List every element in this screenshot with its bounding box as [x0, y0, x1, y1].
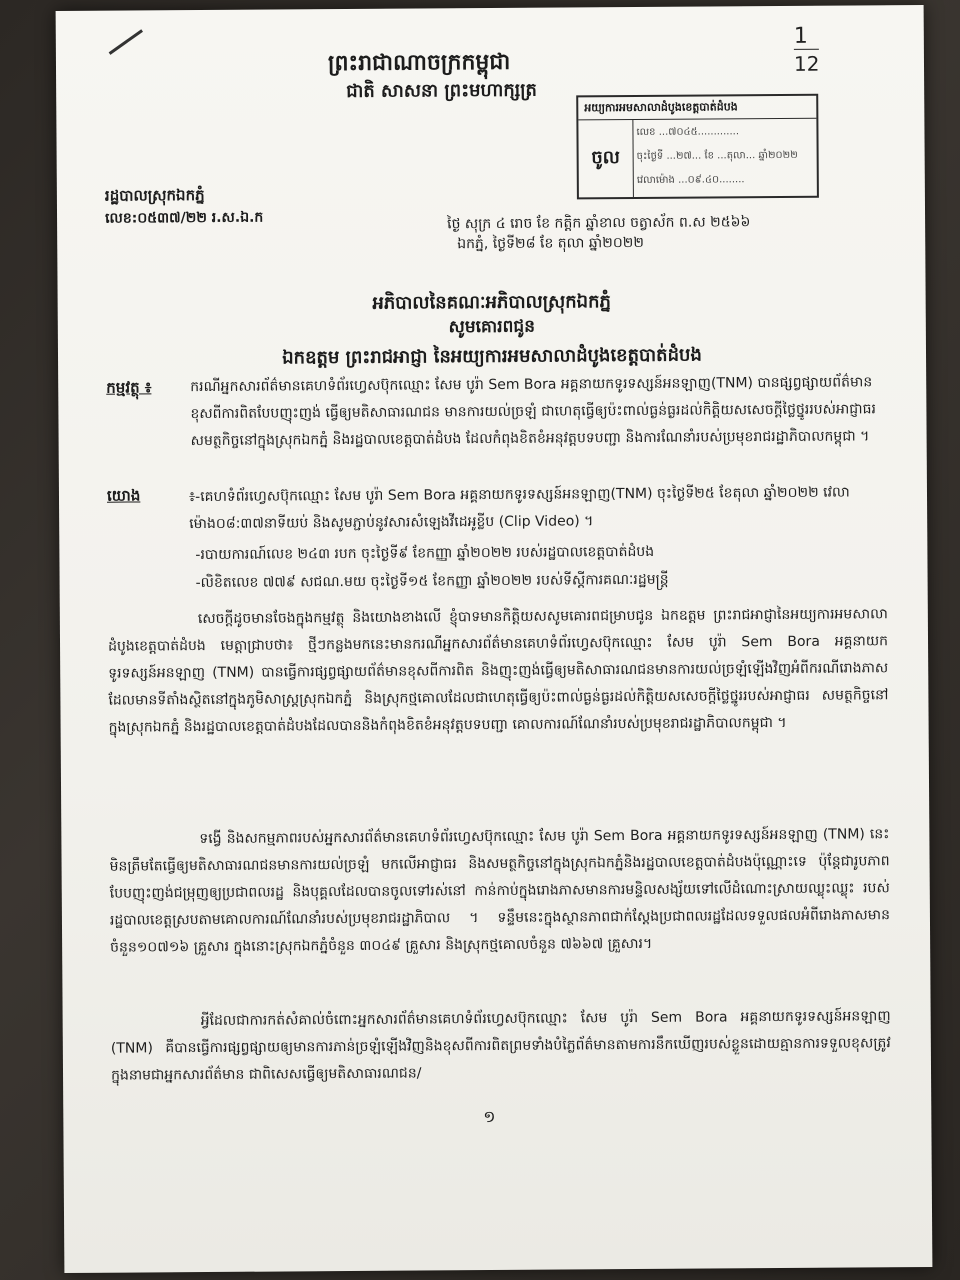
- document-page: [56, 5, 933, 1273]
- body-paragraph: អ្វីដែលជាការកត់សំគាល់ចំពោះអ្នកសារព័ត៌មានគេហទំព័រហ្វេសប៊ុកឈ្មោះ សែម បូរ៉ា Sem Bora អគ្គនាយកទូរទស្សន៍អនឡាញ (TNM) គឺបានធ្វើការផ្សព្វផ្សាយឲ្យមានការភាន់ច្រឡំឡើងវិញនិងខុសពីការពិតព្រមទាំងបំភ្លៃព័ត៌មានតាមការនឹកឃើញរបស់ខ្លួនដោយគ្មានការទទួលខុសត្រូវក្នុងនាមជាអ្នកសារព័ត៌មាន ជាពិសេសធ្វើឲ្យមតិសាធារណជន/: [110, 1008, 891, 1084]
- stamp-number: លេខ ...៧០៤៥.............: [636, 126, 740, 138]
- reference-item: -លិខិតលេខ ៧៧៩ សជណ.មយ ចុះថ្ងៃទី១៥ ខែកញ្ញា ឆ្នាំ២០២២ របស់ទីស្តីការគណៈរដ្ឋមន្ត្រី: [195, 571, 669, 592]
- sender-admin: រដ្ឋបាលស្រុកឯកភ្នំ: [104, 186, 205, 205]
- national-motto: ជាតិ សាសនា ព្រះមហាក្សត្រ: [346, 79, 538, 103]
- pen-mark: [109, 29, 143, 55]
- from-title: អភិបាលនៃគណៈអភិបាលស្រុកឯកភ្នំ: [372, 291, 611, 314]
- stamp-title: អយ្យការអមសាលាដំបូងខេត្តបាត់ដំបង: [578, 96, 816, 121]
- body-paragraph: សេចក្តីដូចមានចែងក្នុងកម្មវត្ថុ និងយោងខាងលើ ខ្ញុំបាទមានកិត្តិយសសូមគោរពជម្រាបជូន ឯកឧត្តម ព្រះរាជអាជ្ញានៃអយ្យការអមសាលាដំបូងខេត្តបាត់ដំបង មេត្តាជ្រាបថា៖ ថ្មីៗកន្លងមកនេះមានករណីអ្នកសារព័ត៌មានគេហទំព័រហ្វេសប៊ុកឈ្មោះ សែម បូរ៉ា Sem Bora អគ្គនាយកទូរទស្សន៍អនឡាញ (TNM) បានធ្វើការផ្សព្វផ្សាយព័ត៌មានខុសពីការពិត និងញុះញង់ធ្វើឲ្យមតិសាធារណជនមានការយល់ច្រឡំឡើងវិញអំពីករណីរោងភាសដែលមានទីតាំងស្ថិតនៅក្នុងភូមិសាស្ត្រស្រុកឯកភ្នំ និងស្រុកថ្មគោលដែលជាហេតុធ្វើឲ្យប៉ះពាល់ធ្ងន់ធ្ងរដល់កិត្តិយសសេចក្តីថ្លៃថ្នូររបស់អាជ្ញាធរ សមត្ថកិច្ចនៅក្នុងស្រុកឯកភ្នំ និងរដ្ឋបាលខេត្តបាត់ដំបងដែលបាននិងកំពុងខិតខំអនុវត្តបទបញ្ជា គោលការណ៍ណែនាំរបស់ប្រមុខរាជរដ្ឋាភិបាលកម្ពុជា ។: [107, 606, 889, 736]
- page-fraction: [794, 24, 820, 76]
- kingdom-heading: ព្រះរាជាណាចក្រកម្ពុជា: [327, 48, 511, 77]
- body-paragraph: ទង្វើ និងសកម្មភាពរបស់អ្នកសារព័ត៌មានគេហទំព័រហ្វេសប៊ុកឈ្មោះ សែម បូរ៉ា Sem Bora អគ្គនាយកទូរទស្សន៍អនឡាញ (TNM) នេះមិនត្រឹមតែធ្វើឲ្យមតិសាធារណជនមានការយល់ច្រឡំ មកលើអាជ្ញាធរ និងសមត្ថកិច្ចនៅក្នុងស្រុកឯកភ្នំនិងរដ្ឋបាលខេត្តបាត់ដំបងប៉ុណ្ណោះទេ ប៉ុន្តែជារូបភាពបែបញុះញង់ជម្រុញឲ្យប្រជាពលរដ្ឋ និងបុគ្គលដែលបានចូលទៅរស់នៅ កាន់កាប់ក្នុងរោងភាសមានការមន្ទិលសង្ស័យទៅលើដំណោះស្រាយឈ្លុះឈ្លុះ របស់រដ្ឋបាលខេត្តស្របតាមគោលការណ៍ណែនាំរបស់ប្រមុខរាជរដ្ឋាភិបាល ។ ទន្ទឹមនេះក្នុងស្ថានភាពជាក់ស្តែងប្រជាពលរដ្ឋដែលទទួលផលអំពីរោងភាសមានចំនួន១០៧១៦ គ្រួសារ ក្នុងនោះស្រុកឯកភ្នំចំនួន ៣០៤៩ គ្រួសារ និងស្រុកថ្មគោលចំនួន ៧៦៦៧ គ្រួសារ។: [109, 826, 890, 956]
- reference-item: ៖-គេហទំព័រហ្វេសប៊ុកឈ្មោះ សែម បូរ៉ា Sem Bora អគ្គនាយកទូរទស្សន៍អនឡាញ(TNM) ចុះថ្ងៃទី២៥ ខែតុលា ឆ្នាំ២០២២ វេលាម៉ោង០៨:៣៧នាទីយប់ និងសូមភ្ជាប់នូវសារសំឡេងវីដេអូខ្លីប (Clip Video) ។: [188, 484, 850, 533]
- respect-line: សូមគោរពជូន: [448, 316, 536, 338]
- stamp-big-label: ចូល: [578, 119, 634, 197]
- recipient-line: ឯកឧត្តម ព្រះរាជអាជ្ញា នៃអយ្យការអមសាលាដំបូងខេត្តបាត់ដំបង: [282, 344, 702, 369]
- reference-label: យោង: [106, 486, 141, 505]
- page-fraction-numerator: 1: [793, 23, 808, 49]
- received-stamp: [576, 94, 819, 200]
- stamp-date: ចុះថ្ងៃទី ...២៧... ខែ ...តុលា... ឆ្នាំ២០២២: [636, 149, 798, 162]
- reference-number: លេខ:០៥៣៧/២២ រ.ស.ឯ.ក: [105, 209, 264, 227]
- solar-date: ឯកភ្នំ, ថ្ងៃទី២៨ ខែ តុលា ឆ្នាំ២០២២: [457, 234, 644, 253]
- reference-item: -របាយការណ៍លេខ ២៤៣ របក ចុះថ្ងៃទី៩ ខែកញ្ញា ឆ្នាំ២០២២ របស់រដ្ឋបាលខេត្តបាត់ដំបង: [195, 543, 655, 564]
- stamp-time: វេលាម៉ោង ...០៩.៤០........: [636, 174, 745, 186]
- page-number: ១: [483, 1107, 496, 1127]
- lunar-date: ថ្ងៃ សុក្រ ៤ រោច ខែ កត្តិក ឆ្នាំខាល ចត្វាស័ក ព.ស ២៥៦៦: [447, 214, 751, 233]
- subject-label: កម្មវត្ថុ ៖: [106, 378, 152, 397]
- page-fraction-denominator: 12: [794, 49, 820, 76]
- subject-text: ករណីអ្នកសារព័ត៌មានគេហទំព័រហ្វេសប៊ុកឈ្មោះ សែម បូរ៉ា Sem Bora អគ្គនាយកទូរទស្សន៍អនឡាញ(TNM) បានផ្សព្វផ្សាយព័ត៌មានខុសពីការពិតបែបញុះញង់ ធ្វើឲ្យមតិសាធារណជន មានការយល់ច្រឡំ ជាហេតុធ្វើឲ្យប៉ះពាល់ធ្ងន់ធ្ងរដល់កិត្តិយសសេចក្តីថ្លៃថ្នូររបស់អាជ្ញាធរ សមត្ថកិច្ចនៅក្នុងស្រុកឯកភ្នំ និងរដ្ឋបាលខេត្តបាត់ដំបង ដែលកំពុងខិតខំអនុវត្តបទបញ្ជា និងការណែនាំរបស់ប្រមុខរាជរដ្ឋាភិបាលកម្ពុជា ។: [190, 374, 876, 450]
